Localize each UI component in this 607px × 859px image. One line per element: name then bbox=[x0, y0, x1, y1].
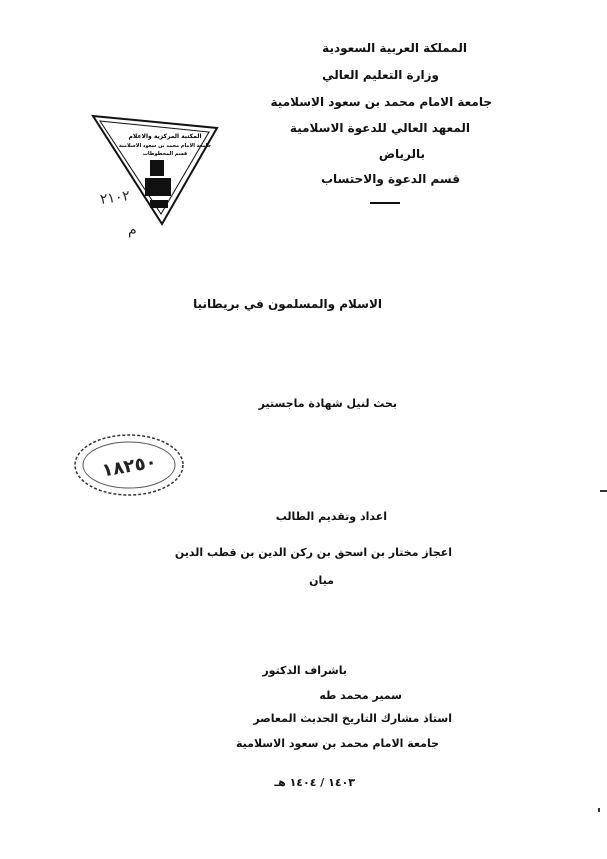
scan-edge-mark bbox=[600, 490, 607, 492]
library-triangle-stamp bbox=[90, 110, 220, 228]
supervisor-university: جامعة الامام محمد بن سعود الاسلامية bbox=[235, 737, 439, 750]
handwritten-letter: م bbox=[128, 222, 137, 238]
header-ministry: وزارة التعليم العالي bbox=[322, 68, 439, 82]
header-underline bbox=[370, 202, 400, 204]
header-city: بالرياض bbox=[378, 147, 425, 161]
hijri-date: ١٤٠٣ / ١٤٠٤ هـ bbox=[274, 776, 355, 789]
triangle-stamp-text-2: جامعة الامام محمد بن سعود الاسلامية bbox=[118, 143, 212, 149]
supervisor-rank: استاذ مشارك التاريخ الحديث المعاصر bbox=[253, 712, 452, 725]
header-kingdom: المملكة العربية السعودية bbox=[322, 41, 467, 55]
scan-edge-mark bbox=[598, 808, 600, 812]
degree-line: بحث لنيل شهادة ماجستير bbox=[258, 397, 397, 410]
header-university: جامعة الامام محمد بن سعود الاسلامية bbox=[270, 95, 492, 109]
prepared-by-label: اعداد وتقديم الطالب bbox=[275, 510, 387, 523]
supervisor-label: باشراف الدكتور bbox=[262, 664, 347, 677]
oval-stamp-number: ١٨٢٥٠ bbox=[100, 451, 159, 482]
stamp-emblem-icon bbox=[150, 160, 164, 176]
handwritten-number: ٢١٠٢ bbox=[99, 187, 132, 209]
student-name-continued: ميان bbox=[309, 574, 334, 587]
header-department: قسم الدعوة والاحتساب bbox=[320, 172, 460, 186]
supervisor-name: سمير محمد طه bbox=[319, 689, 402, 702]
triangle-stamp-text-3: قسم المخطوطات bbox=[142, 151, 188, 157]
student-name: اعجاز مختار بن اسحق بن ركن الدين بن قطب الدين bbox=[174, 546, 452, 559]
header-institute: المعهد العالي للدعوة الاسلامية bbox=[289, 121, 470, 135]
triangle-stamp-text-1: المكتبة المركزية والاعلام bbox=[128, 133, 202, 140]
thesis-title: الاسلام والمسلمون في بريطانيا bbox=[193, 297, 382, 311]
accession-oval-stamp bbox=[72, 432, 186, 498]
